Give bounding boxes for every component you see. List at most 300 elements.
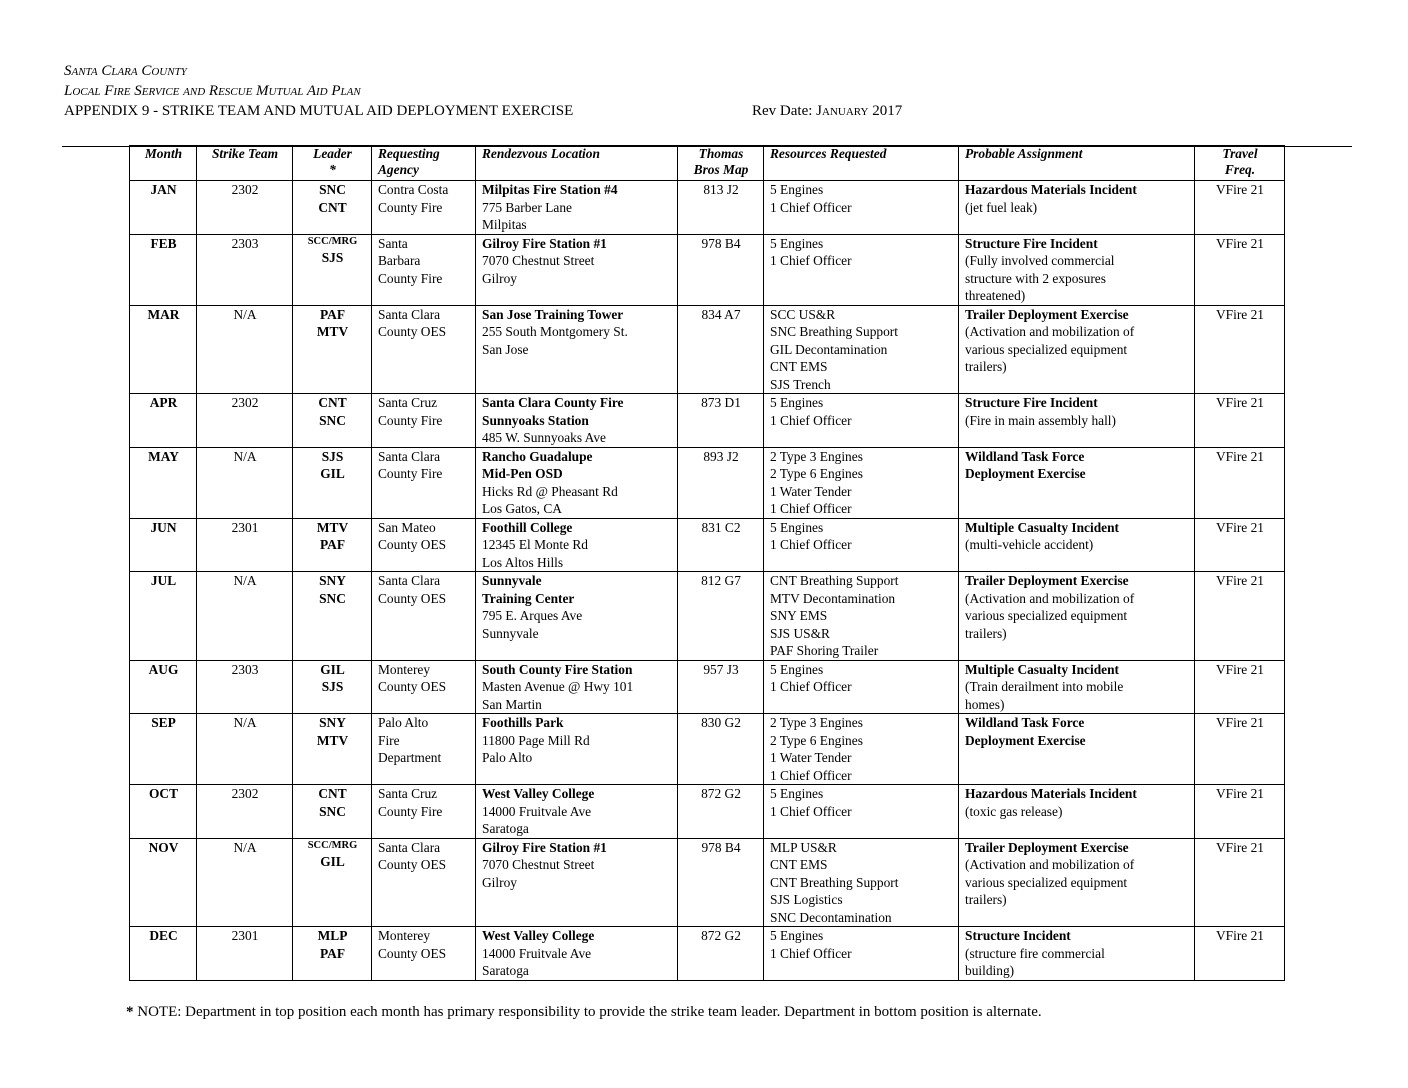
agency-cell: [372, 447, 476, 518]
cell-line: SNC: [319, 803, 346, 819]
table-row: [130, 518, 1285, 572]
strike-team-cell: [197, 572, 293, 661]
agency-cell: [372, 305, 476, 394]
cell-line: (Fire in main assembly hall): [965, 412, 1116, 428]
cell-line: 813 J2: [703, 182, 739, 197]
month-cell: [130, 927, 197, 981]
cell-line: Gilroy Fire Station #1: [482, 839, 607, 855]
cell-line: Trailer Deployment Exercise: [965, 839, 1129, 855]
resources-cell: [764, 181, 959, 235]
header-row: [130, 146, 1285, 181]
leader-cell: [293, 305, 372, 394]
cell-line: Santa Clara: [378, 448, 441, 464]
cell-line: 2303: [231, 235, 259, 251]
location-cell: [476, 660, 678, 714]
month-cell: [130, 181, 197, 235]
month-cell: [130, 714, 197, 785]
cell-line: 1 Chief Officer: [770, 199, 852, 215]
month-cell: [130, 785, 197, 839]
strike-team-cell: [197, 518, 293, 572]
cell-line: 834 A7: [701, 306, 741, 322]
map-cell: [678, 785, 764, 839]
cell-line: Wildland Task Force: [965, 715, 1085, 730]
cell-line: CNT Breathing Support: [770, 874, 899, 890]
cell-line: (Activation and mobilization of: [965, 857, 1135, 872]
location-cell: [476, 181, 678, 235]
cell-line: SJS Trench: [770, 376, 831, 392]
cell-line: MLP US&R: [770, 839, 837, 855]
strike-team-cell: [197, 181, 293, 235]
map-cell: [678, 572, 764, 661]
table-row: [130, 714, 1285, 785]
cell-line: 2303: [231, 661, 259, 677]
month-cell: [130, 838, 197, 927]
cell-line: Santa Cruz: [378, 395, 438, 410]
assignment-cell: [959, 181, 1195, 235]
resources-cell: [764, 394, 959, 448]
cell-line: Foothills Park: [482, 715, 564, 730]
map-cell: [678, 838, 764, 927]
cell-line: Milpitas: [482, 217, 527, 232]
cell-line: SNC Breathing Support: [770, 324, 898, 339]
cell-line: 812 G7: [701, 573, 741, 588]
travel-freq-cell: [1195, 660, 1285, 714]
cell-line: Monterey: [378, 661, 431, 677]
leader-cell: [293, 518, 372, 572]
cell-line: 2302: [231, 786, 259, 801]
cell-line: VFire 21: [1216, 182, 1264, 197]
cell-line: County OES: [378, 945, 447, 961]
location-cell: [476, 234, 678, 305]
map-cell: [678, 234, 764, 305]
resources-cell: [764, 518, 959, 572]
cell-line: Saratoga: [482, 963, 529, 978]
cell-line: PAF: [319, 537, 346, 552]
cell-line: 1 Chief Officer: [770, 537, 852, 552]
cell-line: N/A: [233, 573, 257, 588]
assignment-cell: [959, 305, 1195, 394]
map-cell: [678, 394, 764, 448]
cell-line: Santa: [378, 235, 408, 251]
col-resources-requested: Resources Requested: [764, 146, 959, 181]
cell-line: various specialized equipment: [965, 341, 1128, 357]
cell-line: homes): [965, 696, 1005, 712]
cell-line: County Fire: [378, 803, 443, 819]
resources-cell: [764, 660, 959, 714]
cell-line: Santa Cruz: [378, 786, 438, 801]
agency-cell: [372, 660, 476, 714]
col-strike-team: Strike Team: [197, 146, 293, 181]
cell-line: SNY: [319, 573, 346, 588]
cell-line: Trailer Deployment Exercise: [965, 306, 1129, 322]
cell-line: Multiple Casualty Incident: [965, 661, 1120, 677]
strike-team-cell: [197, 714, 293, 785]
agency-cell: [372, 714, 476, 785]
cell-line: trailers): [965, 625, 1007, 641]
leader-cell: [293, 181, 372, 235]
rev-date-value: January 2017: [816, 103, 903, 119]
month-cell: [130, 518, 197, 572]
county-title: Santa Clara County: [64, 63, 187, 79]
cell-line: APR: [149, 395, 178, 410]
cell-line: West Valley College: [482, 786, 595, 801]
cell-line: Structure Fire Incident: [965, 235, 1098, 251]
cell-line: 5 Engines: [770, 928, 824, 943]
strike-team-cell: [197, 838, 293, 927]
cell-line: trailers): [965, 359, 1007, 374]
cell-line: VFire 21: [1216, 573, 1264, 588]
cell-line: SJS: [321, 679, 344, 694]
cell-line: Gilroy: [482, 874, 517, 890]
location-cell: [476, 927, 678, 981]
table-row: [130, 394, 1285, 448]
assignment-cell: [959, 447, 1195, 518]
resources-cell: [764, 447, 959, 518]
cell-line: 1 Water Tender: [770, 483, 852, 499]
location-cell: [476, 447, 678, 518]
cell-line: SEP: [151, 715, 176, 730]
agency-cell: [372, 394, 476, 448]
cell-line: VFire 21: [1216, 235, 1264, 251]
cell-line: Department: [378, 750, 442, 765]
travel-freq-cell: [1195, 714, 1285, 785]
cell-line: South County Fire Station: [482, 661, 633, 677]
cell-line: Masten Avenue @ Hwy 101: [482, 679, 634, 694]
month-cell: [130, 572, 197, 661]
travel-freq-cell: [1195, 785, 1285, 839]
cell-line: County OES: [378, 679, 447, 694]
strike-team-cell: [197, 785, 293, 839]
cell-line: JUN: [150, 519, 177, 535]
cell-line: 1 Chief Officer: [770, 945, 852, 961]
cell-line: SCC/MRG: [307, 839, 358, 851]
col-month: Month: [130, 146, 197, 181]
cell-line: 5 Engines: [770, 182, 824, 197]
cell-line: VFire 21: [1216, 715, 1264, 730]
map-cell: [678, 518, 764, 572]
map-cell: [678, 660, 764, 714]
cell-line: (jet fuel leak): [965, 199, 1038, 215]
cell-line: 831 C2: [701, 519, 741, 535]
cell-line: San Martin: [482, 696, 542, 712]
resources-cell: [764, 927, 959, 981]
cell-line: OCT: [148, 786, 179, 801]
cell-line: Wildland Task Force: [965, 448, 1085, 464]
cell-line: VFire 21: [1216, 519, 1264, 535]
cell-line: 11800 Page Mill Rd: [482, 732, 590, 748]
cell-line: Trailer Deployment Exercise: [965, 573, 1129, 588]
cell-line: SNC: [319, 412, 346, 428]
cell-line: County OES: [378, 590, 447, 606]
month-cell: [130, 660, 197, 714]
appendix-title: [64, 102, 903, 120]
cell-line: SCC US&R: [770, 306, 836, 322]
cell-line: Structure Fire Incident: [965, 395, 1098, 410]
cell-line: Milpitas Fire Station #4: [482, 182, 618, 197]
cell-line: trailers): [965, 892, 1007, 907]
cell-line: structure with 2 exposures: [965, 270, 1106, 286]
cell-line: County OES: [378, 324, 447, 339]
cell-line: 795 E. Arques Ave: [482, 608, 583, 623]
cell-line: AUG: [148, 661, 179, 677]
agency-cell: [372, 181, 476, 235]
travel-freq-cell: [1195, 518, 1285, 572]
cell-line: Rancho Guadalupe: [482, 448, 593, 464]
table-row: [130, 572, 1285, 661]
rev-date: [752, 102, 902, 120]
leader-cell: [293, 394, 372, 448]
cell-line: (Activation and mobilization of: [965, 324, 1135, 339]
footnote-text: NOTE: Department in top position each month has primary responsibility to provide the strike team leader. Department in bottom position is alternate.: [133, 1004, 1042, 1020]
cell-line: Contra Costa: [378, 182, 449, 197]
agency-cell: [372, 927, 476, 981]
cell-line: Mid-Pen OSD: [482, 466, 563, 481]
cell-line: 12345 El Monte Rd: [482, 537, 589, 552]
rev-date-label: Rev Date:: [752, 103, 817, 119]
leader-cell: [293, 234, 372, 305]
cell-line: (Activation and mobilization of: [965, 590, 1135, 606]
location-cell: [476, 518, 678, 572]
cell-line: 873 D1: [701, 395, 741, 410]
cell-line: CNT EMS: [770, 857, 828, 872]
assignment-cell: [959, 927, 1195, 981]
cell-line: VFire 21: [1216, 928, 1264, 943]
cell-line: VFire 21: [1216, 661, 1264, 677]
cell-line: VFire 21: [1216, 395, 1264, 410]
appendix-label: APPENDIX 9 - STRIKE TEAM AND MUTUAL AID DEPLOYMENT EXERCISE: [64, 103, 574, 119]
deployment-schedule-table: [129, 145, 1285, 981]
cell-line: (Fully involved commercial: [965, 253, 1115, 268]
cell-line: N/A: [233, 448, 257, 464]
cell-line: 5 Engines: [770, 661, 824, 677]
cell-line: Sunnyvale: [482, 573, 542, 588]
cell-line: threatened): [965, 288, 1026, 303]
cell-line: SNC: [319, 590, 346, 606]
leader-cell: [293, 572, 372, 661]
assignment-cell: [959, 394, 1195, 448]
cell-line: MTV: [316, 324, 349, 339]
table-row: [130, 181, 1285, 235]
cell-line: SNY: [319, 715, 346, 730]
table-row: [130, 305, 1285, 394]
travel-freq-cell: [1195, 838, 1285, 927]
cell-line: Santa Clara County Fire: [482, 395, 624, 410]
cell-line: PAF: [319, 306, 346, 322]
cell-line: VFire 21: [1216, 306, 1264, 322]
assignment-cell: [959, 838, 1195, 927]
cell-line: Los Gatos, CA: [482, 501, 562, 516]
cell-line: 5 Engines: [770, 395, 824, 410]
cell-line: N/A: [233, 306, 257, 322]
cell-line: 14000 Fruitvale Ave: [482, 945, 592, 961]
cell-line: GIL: [320, 466, 345, 481]
cell-line: PAF: [319, 945, 346, 961]
cell-line: JUL: [150, 573, 177, 588]
resources-cell: [764, 838, 959, 927]
month-cell: [130, 305, 197, 394]
cell-line: 775 Barber Lane: [482, 199, 572, 215]
resources-cell: [764, 234, 959, 305]
cell-line: SNC: [319, 182, 346, 197]
leader-cell: [293, 785, 372, 839]
col-travel-freq: Travel Freq.: [1195, 146, 1285, 181]
footnote-star: *: [126, 1004, 134, 1020]
cell-line: County Fire: [378, 270, 443, 286]
cell-line: 978 B4: [701, 235, 741, 251]
map-cell: [678, 447, 764, 518]
strike-team-cell: [197, 234, 293, 305]
leader-cell: [293, 838, 372, 927]
cell-line: various specialized equipment: [965, 608, 1128, 623]
location-cell: [476, 305, 678, 394]
cell-line: 485 W. Sunnyoaks Ave: [482, 430, 606, 445]
cell-line: West Valley College: [482, 928, 595, 943]
cell-line: Hazardous Materials Incident: [965, 182, 1137, 197]
cell-line: 5 Engines: [770, 235, 824, 251]
cell-line: Hazardous Materials Incident: [965, 786, 1137, 801]
assignment-cell: [959, 518, 1195, 572]
assignment-cell: [959, 660, 1195, 714]
travel-freq-cell: [1195, 305, 1285, 394]
travel-freq-cell: [1195, 572, 1285, 661]
cell-line: 1 Chief Officer: [770, 803, 852, 819]
cell-line: 1 Chief Officer: [770, 253, 852, 268]
cell-line: SJS: [321, 249, 344, 265]
cell-line: 830 G2: [701, 715, 741, 730]
cell-line: SNY EMS: [770, 608, 828, 623]
agency-cell: [372, 785, 476, 839]
assignment-cell: [959, 785, 1195, 839]
cell-line: DEC: [149, 928, 178, 943]
cell-line: VFire 21: [1216, 448, 1264, 464]
cell-line: PAF Shoring Trailer: [770, 643, 879, 658]
location-cell: [476, 785, 678, 839]
cell-line: Barbara: [378, 253, 421, 268]
cell-line: GIL: [320, 853, 345, 869]
leader-cell: [293, 714, 372, 785]
cell-line: Fire: [378, 732, 400, 748]
travel-freq-cell: [1195, 447, 1285, 518]
location-cell: [476, 714, 678, 785]
leader-cell: [293, 660, 372, 714]
cell-line: Gilroy: [482, 270, 517, 286]
cell-line: County Fire: [378, 412, 443, 428]
month-cell: [130, 394, 197, 448]
cell-line: County Fire: [378, 466, 443, 481]
table-row: [130, 927, 1285, 981]
cell-line: 1 Chief Officer: [770, 767, 852, 783]
cell-line: CNT EMS: [770, 359, 828, 374]
cell-line: Sunnyvale: [482, 625, 539, 641]
strike-team-cell: [197, 447, 293, 518]
table-row: [130, 660, 1285, 714]
cell-line: MAR: [147, 306, 180, 322]
cell-line: 7070 Chestnut Street: [482, 253, 595, 268]
cell-line: MTV: [316, 519, 349, 535]
month-cell: [130, 234, 197, 305]
assignment-cell: [959, 234, 1195, 305]
cell-line: NOV: [148, 839, 179, 855]
agency-cell: [372, 518, 476, 572]
cell-line: 893 J2: [703, 448, 739, 464]
table-row: [130, 234, 1285, 305]
cell-line: Los Altos Hills: [482, 554, 564, 570]
cell-line: SJS US&R: [770, 625, 830, 641]
cell-line: GIL: [320, 661, 345, 677]
cell-line: N/A: [233, 839, 257, 855]
cell-line: MTV Decontamination: [770, 590, 896, 606]
cell-line: 2 Type 6 Engines: [770, 732, 863, 748]
cell-line: 1 Chief Officer: [770, 679, 852, 694]
leader-cell: [293, 927, 372, 981]
cell-line: 1 Chief Officer: [770, 501, 852, 516]
cell-line: Gilroy Fire Station #1: [482, 235, 607, 251]
cell-line: 2301: [231, 519, 259, 535]
cell-line: MLP: [317, 928, 348, 943]
cell-line: County OES: [378, 857, 447, 872]
cell-line: SNC Decontamination: [770, 909, 892, 925]
cell-line: Saratoga: [482, 821, 529, 836]
cell-line: Santa Clara: [378, 839, 441, 855]
footnote: [126, 1004, 1042, 1021]
cell-line: Structure Incident: [965, 928, 1071, 943]
cell-line: building): [965, 963, 1015, 978]
cell-line: 957 J3: [703, 661, 739, 677]
strike-team-cell: [197, 927, 293, 981]
cell-line: 1 Water Tender: [770, 750, 852, 765]
cell-line: 14000 Fruitvale Ave: [482, 803, 592, 819]
cell-line: Multiple Casualty Incident: [965, 519, 1120, 535]
cell-line: 2 Type 3 Engines: [770, 715, 863, 730]
cell-line: 1 Chief Officer: [770, 412, 852, 428]
col-leader: Leader *: [293, 146, 372, 181]
col-rendezvous-location: Rendezvous Location: [476, 146, 678, 181]
assignment-cell: [959, 714, 1195, 785]
cell-line: 255 South Montgomery St.: [482, 324, 628, 339]
cell-line: 2 Type 6 Engines: [770, 466, 863, 481]
travel-freq-cell: [1195, 234, 1285, 305]
cell-line: Sunnyoaks Station: [482, 412, 589, 428]
cell-line: N/A: [233, 715, 257, 730]
cell-line: (Train derailment into mobile: [965, 679, 1124, 694]
strike-team-cell: [197, 660, 293, 714]
cell-line: JAN: [150, 182, 177, 197]
cell-line: County Fire: [378, 199, 443, 215]
col-thomas-bros-map: Thomas Bros Map: [678, 146, 764, 181]
cell-line: 978 B4: [701, 839, 741, 855]
cell-line: Foothill College: [482, 519, 573, 535]
location-cell: [476, 572, 678, 661]
col-probable-assignment: Probable Assignment: [959, 146, 1195, 181]
travel-freq-cell: [1195, 927, 1285, 981]
resources-cell: [764, 305, 959, 394]
cell-line: 5 Engines: [770, 786, 824, 801]
cell-line: SCC/MRG: [307, 235, 358, 247]
cell-line: various specialized equipment: [965, 874, 1128, 890]
cell-line: 2 Type 3 Engines: [770, 448, 863, 464]
cell-line: MAY: [148, 448, 179, 464]
cell-line: 7070 Chestnut Street: [482, 857, 595, 872]
location-cell: [476, 394, 678, 448]
cell-line: Deployment Exercise: [965, 466, 1086, 481]
cell-line: VFire 21: [1216, 786, 1264, 801]
resources-cell: [764, 572, 959, 661]
travel-freq-cell: [1195, 394, 1285, 448]
location-cell: [476, 838, 678, 927]
cell-line: (structure fire commercial: [965, 945, 1105, 961]
strike-team-cell: [197, 394, 293, 448]
cell-line: Santa Clara: [378, 306, 441, 322]
